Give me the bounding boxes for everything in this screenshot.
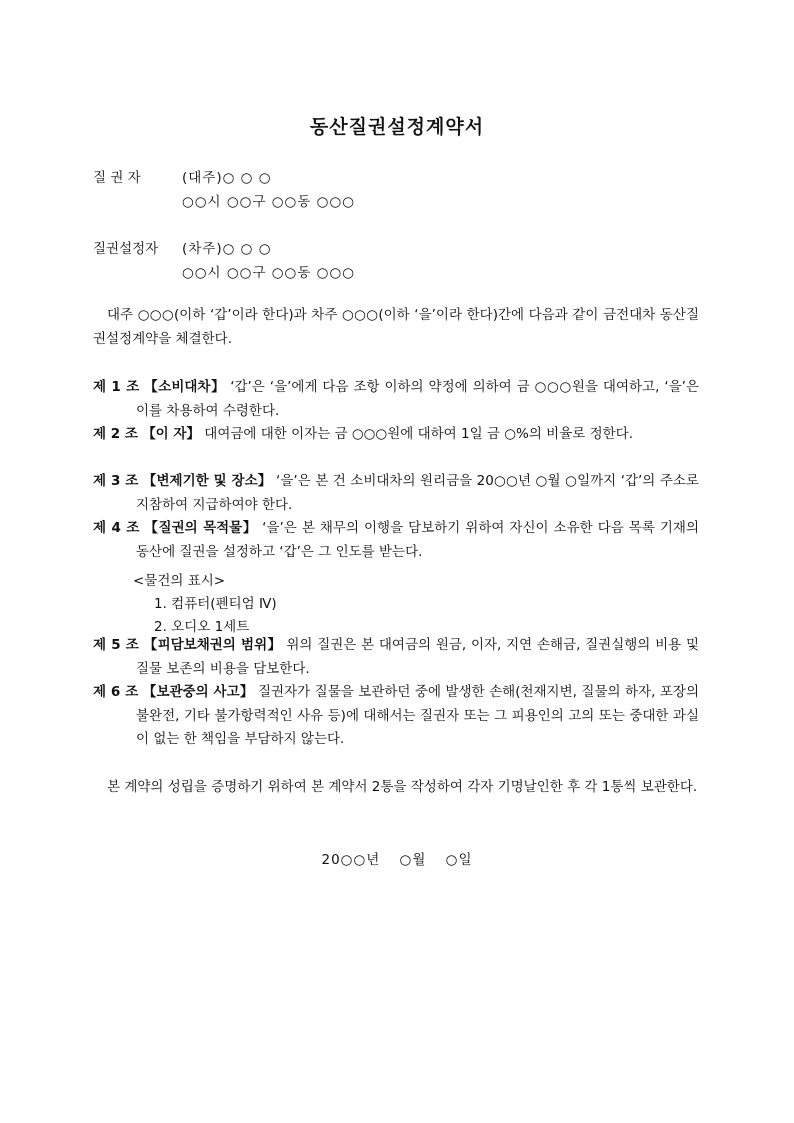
debtor-name: (차주)○ ○ ○: [182, 241, 272, 257]
goods-item-1: 1. 컴퓨터(펜티엄 Ⅳ): [154, 596, 277, 612]
article-text: 대여금에 대한 이자는 금 ○○○원에 대하여 1일 금 ○%의 비율로 정한다.: [204, 426, 634, 442]
article-4: [93, 517, 699, 564]
contract-date: 20○○년 ○월 ○일: [321, 852, 473, 868]
article-heading: 【보관중의 사고】: [142, 684, 254, 700]
debtor-address: ○○시 ○○구 ○○동 ○○○: [182, 265, 356, 281]
article-heading: 【소비대차】: [144, 379, 226, 395]
article-2: [93, 423, 699, 447]
article-text: ‘갑’은 ‘을’에게 다음 조항 이하의 약정에 의하여 금 ○○○원을 대여하고, ‘을’은 이를 차용하여 수령한다.: [136, 379, 699, 419]
goods-item-2: 2. 오디오 1세트: [154, 619, 250, 635]
goods-heading: <물건의 표시>: [133, 573, 226, 589]
article-heading: 【변제기한 및 장소】: [142, 473, 272, 489]
debtor-label: 질권설정자: [93, 241, 159, 257]
article-heading: 【피담보채권의 범위】: [143, 637, 282, 653]
article-1: [93, 376, 699, 423]
article-number: 제 3 조: [93, 473, 139, 489]
article-number: 제 5 조: [93, 637, 139, 653]
article-text: ‘을’은 본 건 소비대차의 원리금을 20○○년 ○월 ○일까지 ‘갑’의 주소로 지참하여 지급하여야 한다.: [136, 473, 699, 513]
document-title: 동산질권설정계약서: [309, 116, 485, 138]
article-number: 제 6 조: [93, 684, 139, 700]
creditor-address: ○○시 ○○구 ○○동 ○○○: [182, 194, 356, 210]
article-text: 위의 질권은 본 대여금의 원금, 이자, 지연 손해금, 질권실행의 비용 및 질물 보존의 비용을 담보한다.: [136, 637, 700, 677]
article-5: [93, 634, 699, 681]
article-number: 제 2 조: [93, 426, 138, 442]
article-number: 제 1 조: [93, 379, 140, 395]
creditor-label: 질 권 자: [93, 170, 141, 186]
article-text: 질권자가 질물을 보관하던 중에 발생한 손해(천재지변, 질물의 하자, 포장의 불완전, 기타 불가항력적인 사유 등)에 대해서는 질권자 또는 그 피용인의 고의 또는 중대한 과실이 없는 한 책임을 부담하지 않는다.: [136, 684, 699, 747]
article-heading: 【질권의 목적물】: [144, 520, 258, 536]
article-6: [93, 681, 699, 752]
article-3: [93, 470, 699, 517]
article-text: ‘을’은 본 채무의 이행을 담보하기 위하여 자신이 소유한 다음 목록 기재의 동산에 질권을 설정하고 ‘갑’은 그 인도를 받는다.: [136, 520, 699, 560]
closing-paragraph: 본 계약의 성립을 증명하기 위하여 본 계약서 2통을 작성하여 각자 기명날인한 후 각 1통씩 보관한다.: [107, 779, 698, 795]
article-number: 제 4 조: [93, 520, 140, 536]
intro-paragraph: 대주 ○○○(이하 ‘갑’이라 한다)과 차주 ○○○(이하 ‘을’이라 한다)간에 다음과 같이 금전대차 동산질권설정계약을 체결한다.: [93, 307, 699, 347]
article-heading: 【이 자】: [142, 426, 200, 442]
creditor-name: (대주)○ ○ ○: [182, 170, 272, 186]
